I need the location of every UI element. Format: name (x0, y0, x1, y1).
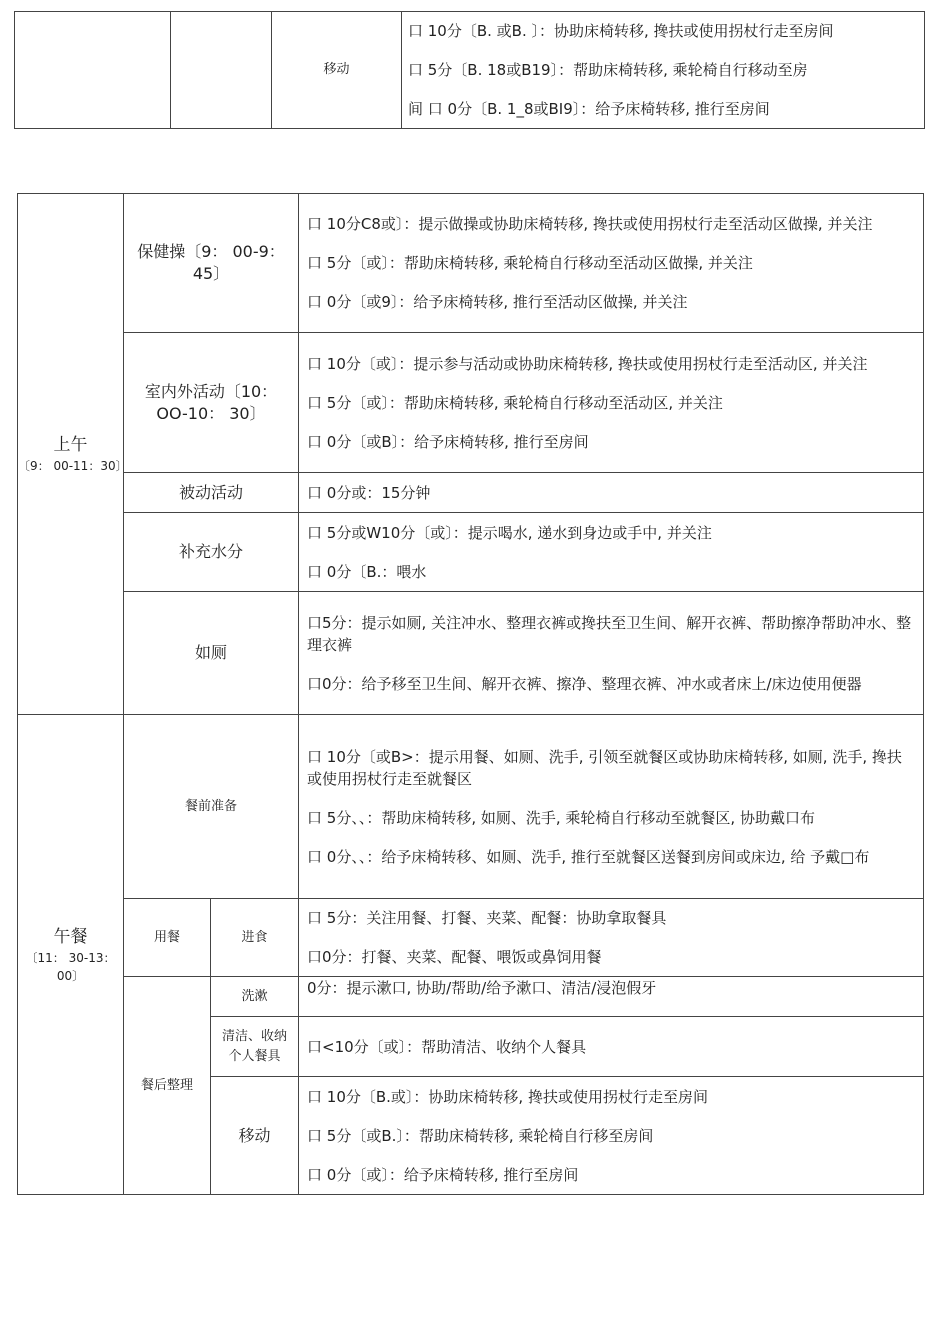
rinse-options (299, 977, 924, 1017)
option-line: 口 0分〔或9〕：给予床椅转移, 推行至活动区做操, 并关注 (307, 293, 688, 311)
option-line: 口 0分〔或B〕：给予床椅转移, 推行至房间 (307, 432, 589, 451)
meal-options (299, 899, 924, 977)
move-label: 移动 (211, 1077, 299, 1195)
option-line: 口 5分〔或〕：帮助床椅转移, 乘轮椅自行移动至活动区做操, 并关注 (307, 254, 753, 272)
top-table (14, 11, 925, 129)
option-line: 口<10分〔或〕：帮助清洁、收纳个人餐具 (307, 1037, 587, 1056)
prep-options (299, 715, 924, 899)
period-lunch (18, 715, 124, 1195)
water-label: 补充水分 (124, 513, 299, 592)
option-line: 口 10分〔或〕：提示参与活动或协助床椅转移, 搀扶或使用拐杖行走至活动区, 并关注 (307, 354, 868, 373)
option-line: 0分：提示漱口, 协助/帮助/给予漱口、清洁/浸泡假牙 (307, 979, 657, 997)
clean-label: 清洁、收纳个人餐具 (211, 1017, 299, 1077)
option-line: 口5分：提示如厕, 关注冲水、整理衣裤或搀扶至卫生间、解开衣裤、帮助擦净帮助冲水、整理衣裤 (307, 613, 912, 654)
prep-label: 餐前准备 (124, 715, 299, 899)
option-line: 口 0分、、：给予床椅转移、如厕、洗手, 推行至就餐区送餐到房间或床边, 给 予戴□布 (307, 847, 870, 866)
option-line: 口 5分〔或B.〕：帮助床椅转移, 乘轮椅自行移至房间 (307, 1126, 654, 1145)
period-time: 〔11： 30-13：00〕 (25, 950, 116, 983)
exercise-options (299, 194, 924, 333)
option-line: 口 5分、、：帮助床椅转移, 如厕、洗手, 乘轮椅自行移动至就餐区, 协助戴口布 (307, 808, 815, 827)
move-options (402, 12, 925, 129)
water-options (299, 513, 924, 592)
rinse-label: 洗漱 (211, 977, 299, 1017)
option-line: 口 0分或：15分钟 (307, 483, 431, 502)
toilet-label: 如厕 (124, 592, 299, 715)
activity-label: 室内外活动〔10： OO-10： 30〕 (124, 333, 299, 473)
toilet-options (299, 592, 924, 715)
option-line: 口0分：给予移至卫生间、解开衣裤、擦净、整理衣裤、冲水或者床上/床边使用便器 (307, 674, 862, 693)
period-title: 上午 (53, 435, 88, 455)
eating-label: 进食 (211, 899, 299, 977)
passive-label: 被动活动 (124, 473, 299, 513)
option-line: 口 0分〔B.：喂水 (307, 562, 427, 581)
option-line: 口 10分〔或B>：提示用餐、如厕、洗手, 引领至就餐区或协助床椅转移, 如厕, 洗手, 搀扶或使用拐杖行走至就餐区 (307, 747, 902, 788)
empty-cell (15, 12, 171, 129)
meal-label: 用餐 (124, 899, 211, 977)
clean-options (299, 1017, 924, 1077)
after-meal-label: 餐后整理 (124, 977, 211, 1195)
option-line: 间 口 0分〔B. 1_8或BI9〕：给予床椅转移, 推行至房间 (408, 99, 770, 118)
passive-options (299, 473, 924, 513)
period-time: 〔9： 00-11：30〕 (18, 459, 128, 473)
exercise-label: 保健操〔9： 00-9：45〕 (124, 194, 299, 333)
period-title: 午餐 (53, 926, 88, 947)
period-morning (18, 194, 128, 715)
option-line: 口 5分或W10分〔或〕：提示喝水, 递水到身边或手中, 并关注 (307, 523, 712, 542)
activity-options (299, 333, 924, 473)
option-line: 口 0分〔或〕：给予床椅转移, 推行至房间 (307, 1165, 579, 1184)
schedule-table (17, 193, 924, 1195)
option-line: 口 5分〔或〕：帮助床椅转移, 乘轮椅自行移动至活动区, 并关注 (307, 393, 723, 412)
empty-cell (171, 12, 272, 129)
option-line: 口 10分C8或〕：提示做操或协助床椅转移, 搀扶或使用拐杖行走至活动区做操, 并关注 (307, 215, 873, 233)
option-line: 口 10分〔B.或〕：协助床椅转移, 搀扶或使用拐杖行走至房间 (307, 1087, 708, 1106)
option-line: 口 5分：关注用餐、打餐、夹菜、配餐：协助拿取餐具 (307, 909, 667, 927)
option-line: 口0分：打餐、夹菜、配餐、喂饭或鼻饲用餐 (307, 948, 602, 966)
option-line: 口 10分〔B. 或B. 〕：协助床椅转移, 搀扶或使用拐杖行走至房间 (408, 21, 834, 40)
move-label: 移动 (272, 12, 402, 129)
move-options (299, 1077, 924, 1195)
option-line: 口 5分〔B. 18或B19〕：帮助床椅转移, 乘轮椅自行移动至房 (408, 60, 808, 79)
